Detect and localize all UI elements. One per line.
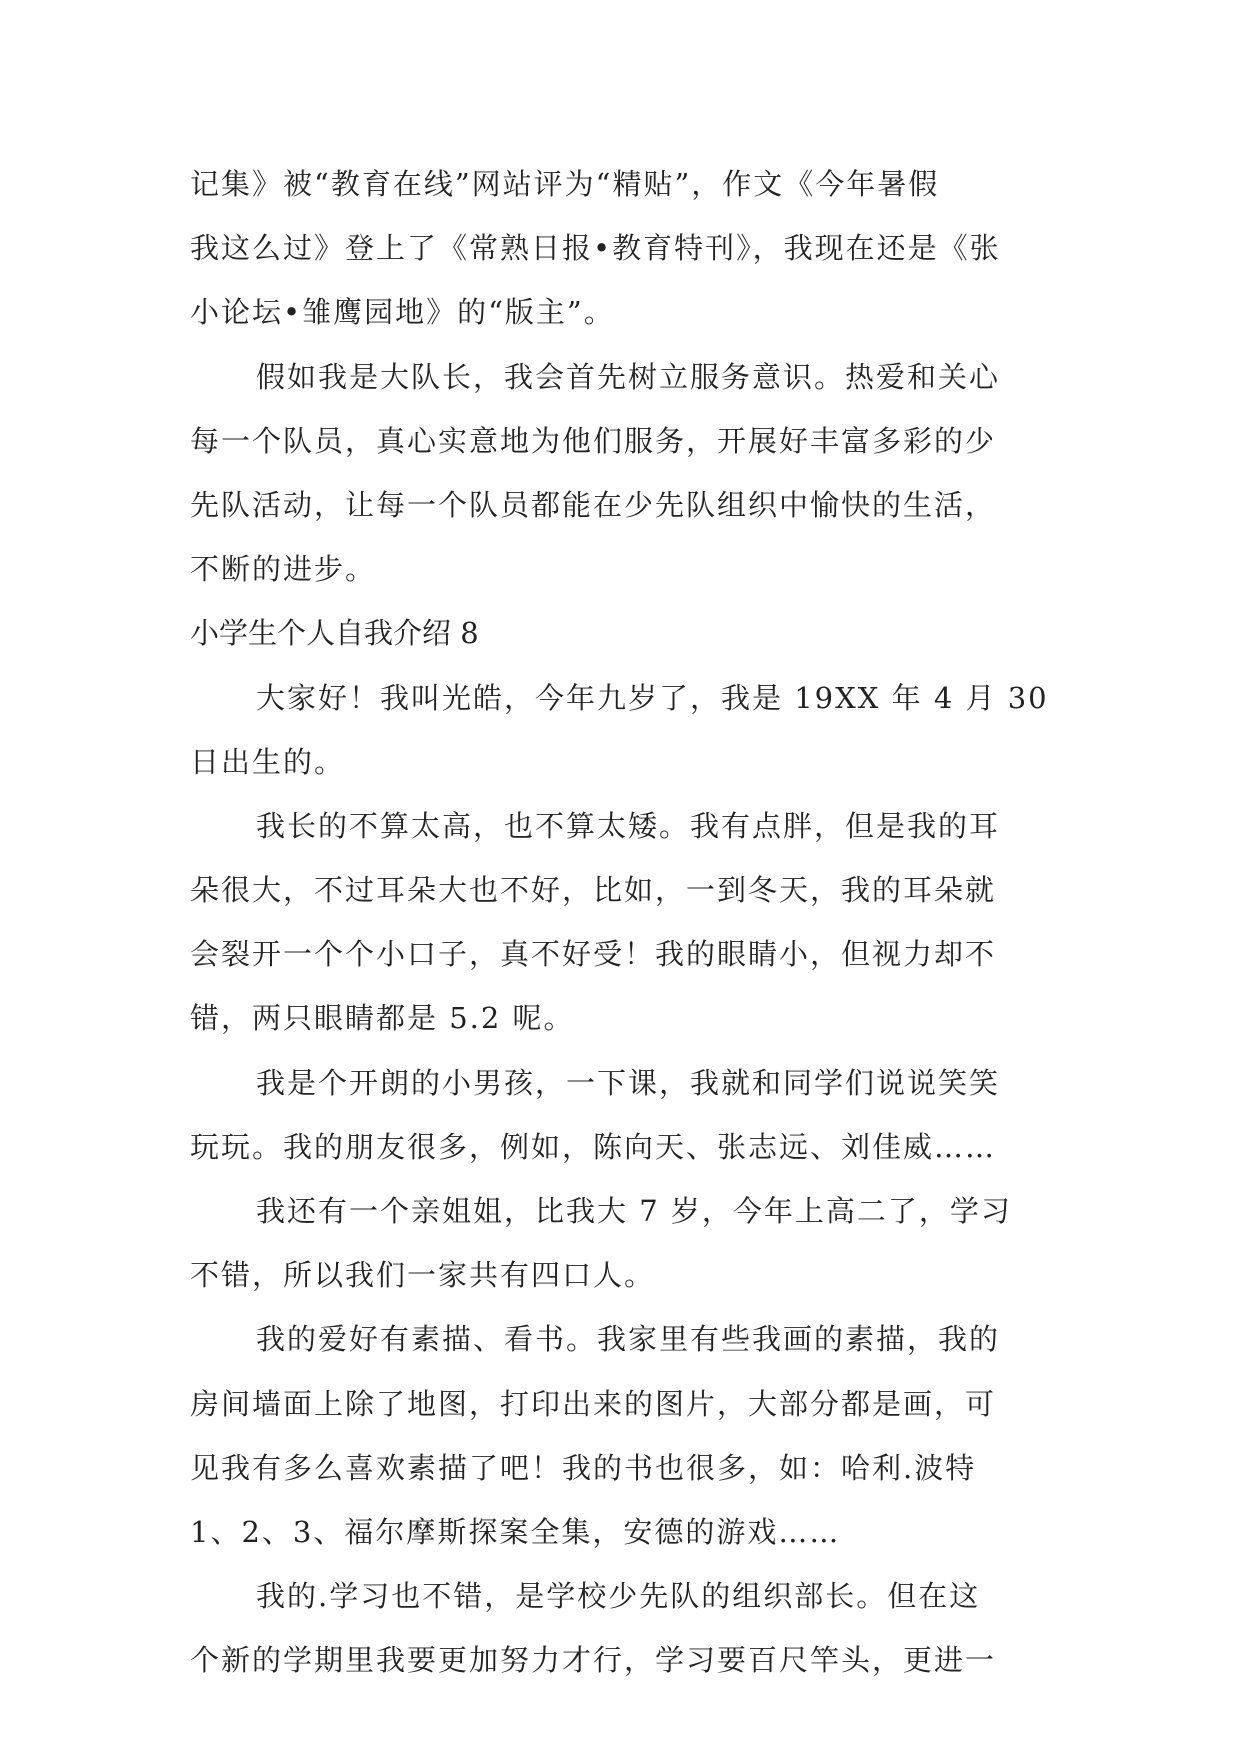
text-line: 我这么过》登上了《常熟日报•教育特刊》，我现在还是《张: [190, 231, 1001, 266]
text-line: 个新的学期里我要更加努力才行，学习要百尺竿头，更进一: [190, 1643, 997, 1678]
text-line: 日出生的。: [190, 744, 346, 779]
text-line: 记集》被“教育在线”网站评为“精贴”，作文《今年暑假: [190, 167, 940, 201]
paragraph-first-line: 我是个开朗的小男孩，一下课，我就和同学们说说笑笑: [256, 1065, 1001, 1100]
paragraph-first-line: 假如我是大队长，我会首先树立服务意识。热爱和关心: [256, 359, 1001, 394]
text-line: 小论坛•雏鹰园地》的“版主”。: [190, 295, 615, 330]
paragraph-first-line: 我还有一个亲姐姐，比我大 7 岁，今年上高二了，学习: [256, 1194, 1012, 1228]
text-line: 朵很大，不过耳朵大也不好，比如，一到冬天，我的耳朵就: [190, 873, 997, 908]
section-heading: 小学生个人自我介绍 8: [190, 616, 479, 651]
paragraph-first-line: 我的.学习也不错，是学校少先队的组织部长。但在这: [256, 1579, 981, 1614]
paragraph-first-line: 大家好！我叫光皓，今年九岁了，我是 19XX 年 4 月 30: [256, 680, 1049, 715]
text-line: 先队活动，让每一个队员都能在少先队组织中愉快的生活，: [190, 487, 997, 522]
text-line: 每一个队员，真心实意地为他们服务，开展好丰富多彩的少: [190, 423, 997, 458]
paragraph-first-line: 我长的不算太高，也不算太矮。我有点胖，但是我的耳: [256, 808, 1001, 843]
text-line: 1、2、3、福尔摩斯探案全集，安德的游戏……: [190, 1514, 841, 1549]
text-line: 见我有多么喜欢素描了吧！我的书也很多，如：哈利.波特: [190, 1450, 977, 1485]
text-line: 玩玩。我的朋友很多，例如，陈向天、张志远、刘佳威……: [190, 1129, 997, 1164]
document-body: [190, 152, 1060, 1693]
text-line: 房间墙面上除了地图，打印出来的图片，大部分都是画，可: [190, 1386, 997, 1421]
text-line: 错，两只眼睛都是 5.2 呢。: [190, 1001, 575, 1036]
text-line: 不错，所以我们一家共有四口人。: [190, 1258, 656, 1293]
text-line: 会裂开一个个小口子，真不好受！我的眼睛小，但视力却不: [190, 937, 997, 972]
paragraph-first-line: 我的爱好有素描、看书。我家里有些我画的素描，我的: [256, 1322, 1001, 1357]
text-line: 不断的进步。: [190, 552, 377, 587]
